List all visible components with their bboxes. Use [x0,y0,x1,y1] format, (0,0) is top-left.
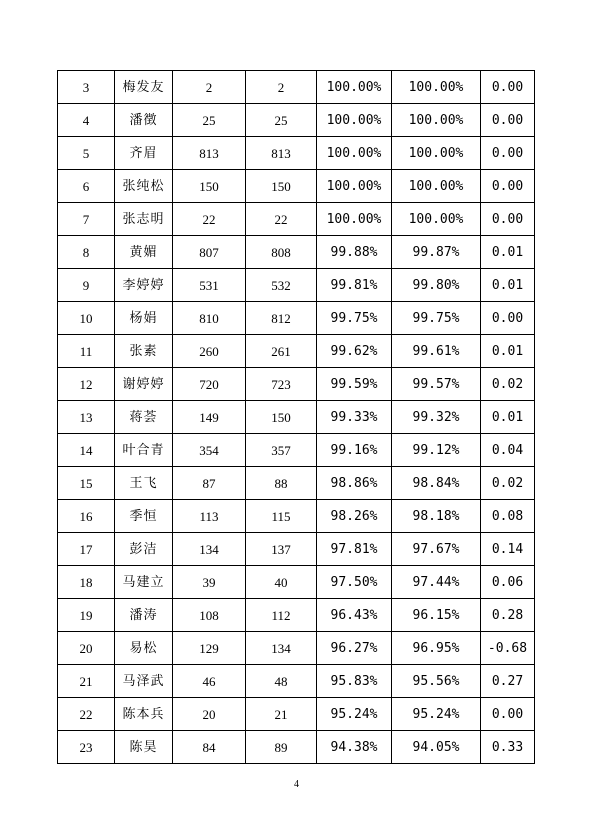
percent-b-cell: 94.05% [392,731,481,764]
rank-cell: 20 [58,632,115,665]
percent-b-cell: 98.84% [392,467,481,500]
value-b-cell: 150 [246,170,317,203]
value-a-cell: 260 [173,335,246,368]
percent-a-cell: 99.59% [317,368,392,401]
rank-cell: 14 [58,434,115,467]
value-a-cell: 720 [173,368,246,401]
value-a-cell: 807 [173,236,246,269]
table-row [58,566,535,599]
value-a-cell: 810 [173,302,246,335]
percent-a-cell: 99.81% [317,269,392,302]
percent-a-cell: 100.00% [317,71,392,104]
percent-b-cell: 100.00% [392,170,481,203]
table-row [58,236,535,269]
rank-cell: 15 [58,467,115,500]
percent-b-cell: 98.18% [392,500,481,533]
percent-a-cell: 96.27% [317,632,392,665]
name-cell: 易松 [115,632,173,665]
percent-a-cell: 96.43% [317,599,392,632]
percent-b-cell: 95.56% [392,665,481,698]
value-b-cell: 21 [246,698,317,731]
table-row [58,434,535,467]
percent-a-cell: 100.00% [317,170,392,203]
percent-b-cell: 100.00% [392,203,481,236]
value-a-cell: 113 [173,500,246,533]
value-b-cell: 40 [246,566,317,599]
table-row [58,302,535,335]
rank-cell: 19 [58,599,115,632]
difference-cell: 0.00 [481,71,535,104]
percent-b-cell: 99.87% [392,236,481,269]
table-row [58,698,535,731]
difference-cell: 0.04 [481,434,535,467]
value-b-cell: 88 [246,467,317,500]
table-row [58,137,535,170]
name-cell: 张素 [115,335,173,368]
value-a-cell: 354 [173,434,246,467]
value-b-cell: 25 [246,104,317,137]
table-row [58,632,535,665]
value-b-cell: 112 [246,599,317,632]
percent-b-cell: 99.80% [392,269,481,302]
percent-b-cell: 97.67% [392,533,481,566]
percent-b-cell: 96.15% [392,599,481,632]
name-cell: 王飞 [115,467,173,500]
table-row [58,71,535,104]
value-a-cell: 46 [173,665,246,698]
percent-b-cell: 99.75% [392,302,481,335]
percent-a-cell: 97.50% [317,566,392,599]
difference-cell: 0.00 [481,104,535,137]
difference-cell: 0.01 [481,401,535,434]
percent-a-cell: 100.00% [317,203,392,236]
rank-cell: 22 [58,698,115,731]
difference-cell: 0.02 [481,467,535,500]
table-row [58,335,535,368]
value-a-cell: 2 [173,71,246,104]
difference-cell: -0.68 [481,632,535,665]
value-b-cell: 22 [246,203,317,236]
value-b-cell: 532 [246,269,317,302]
difference-cell: 0.27 [481,665,535,698]
difference-cell: 0.33 [481,731,535,764]
percent-a-cell: 100.00% [317,104,392,137]
name-cell: 李婷婷 [115,269,173,302]
value-b-cell: 261 [246,335,317,368]
rank-cell: 7 [58,203,115,236]
value-b-cell: 150 [246,401,317,434]
rank-cell: 10 [58,302,115,335]
difference-cell: 0.01 [481,335,535,368]
name-cell: 潘涛 [115,599,173,632]
rank-cell: 17 [58,533,115,566]
name-cell: 马建立 [115,566,173,599]
difference-cell: 0.00 [481,698,535,731]
percent-a-cell: 99.16% [317,434,392,467]
name-cell: 陈本兵 [115,698,173,731]
percent-a-cell: 99.33% [317,401,392,434]
value-a-cell: 134 [173,533,246,566]
table-row [58,203,535,236]
table-row [58,665,535,698]
rank-cell: 11 [58,335,115,368]
percent-a-cell: 98.26% [317,500,392,533]
value-b-cell: 808 [246,236,317,269]
value-a-cell: 39 [173,566,246,599]
percent-b-cell: 95.24% [392,698,481,731]
difference-cell: 0.02 [481,368,535,401]
rank-cell: 5 [58,137,115,170]
ranking-table [57,70,535,764]
value-a-cell: 84 [173,731,246,764]
percent-b-cell: 96.95% [392,632,481,665]
rank-cell: 12 [58,368,115,401]
rank-cell: 21 [58,665,115,698]
value-b-cell: 48 [246,665,317,698]
value-b-cell: 137 [246,533,317,566]
value-b-cell: 134 [246,632,317,665]
value-a-cell: 150 [173,170,246,203]
table-row [58,467,535,500]
value-b-cell: 813 [246,137,317,170]
table-row [58,731,535,764]
rank-cell: 3 [58,71,115,104]
value-b-cell: 812 [246,302,317,335]
percent-b-cell: 97.44% [392,566,481,599]
value-a-cell: 20 [173,698,246,731]
percent-b-cell: 100.00% [392,137,481,170]
value-b-cell: 357 [246,434,317,467]
percent-b-cell: 100.00% [392,104,481,137]
value-b-cell: 2 [246,71,317,104]
rank-cell: 16 [58,500,115,533]
table-row [58,104,535,137]
value-a-cell: 87 [173,467,246,500]
table-row [58,533,535,566]
value-a-cell: 108 [173,599,246,632]
difference-cell: 0.08 [481,500,535,533]
percent-a-cell: 95.83% [317,665,392,698]
name-cell: 叶合青 [115,434,173,467]
name-cell: 齐眉 [115,137,173,170]
rank-cell: 18 [58,566,115,599]
difference-cell: 0.01 [481,236,535,269]
name-cell: 季恒 [115,500,173,533]
percent-b-cell: 99.57% [392,368,481,401]
name-cell: 马泽武 [115,665,173,698]
name-cell: 潘徴 [115,104,173,137]
name-cell: 张纯松 [115,170,173,203]
percent-a-cell: 95.24% [317,698,392,731]
name-cell: 杨娟 [115,302,173,335]
table-row [58,170,535,203]
table-row [58,500,535,533]
table-row [58,401,535,434]
name-cell: 黄媚 [115,236,173,269]
table-row [58,269,535,302]
rank-cell: 13 [58,401,115,434]
name-cell: 蒋荟 [115,401,173,434]
difference-cell: 0.28 [481,599,535,632]
percent-a-cell: 99.62% [317,335,392,368]
percent-a-cell: 98.86% [317,467,392,500]
name-cell: 陈昊 [115,731,173,764]
percent-b-cell: 99.12% [392,434,481,467]
rank-cell: 23 [58,731,115,764]
value-a-cell: 813 [173,137,246,170]
percent-b-cell: 100.00% [392,71,481,104]
name-cell: 梅发友 [115,71,173,104]
difference-cell: 0.00 [481,137,535,170]
value-b-cell: 723 [246,368,317,401]
difference-cell: 0.14 [481,533,535,566]
difference-cell: 0.00 [481,302,535,335]
percent-a-cell: 99.75% [317,302,392,335]
value-a-cell: 22 [173,203,246,236]
rank-cell: 6 [58,170,115,203]
page-number: 4 [294,779,299,790]
value-a-cell: 25 [173,104,246,137]
rank-cell: 8 [58,236,115,269]
name-cell: 张志明 [115,203,173,236]
value-a-cell: 531 [173,269,246,302]
rank-cell: 9 [58,269,115,302]
table-body [58,71,535,764]
difference-cell: 0.06 [481,566,535,599]
table-row [58,368,535,401]
difference-cell: 0.01 [481,269,535,302]
percent-b-cell: 99.32% [392,401,481,434]
value-b-cell: 89 [246,731,317,764]
percent-a-cell: 100.00% [317,137,392,170]
value-a-cell: 129 [173,632,246,665]
value-a-cell: 149 [173,401,246,434]
name-cell: 彭洁 [115,533,173,566]
percent-b-cell: 99.61% [392,335,481,368]
percent-a-cell: 94.38% [317,731,392,764]
percent-a-cell: 97.81% [317,533,392,566]
percent-a-cell: 99.88% [317,236,392,269]
difference-cell: 0.00 [481,203,535,236]
value-b-cell: 115 [246,500,317,533]
difference-cell: 0.00 [481,170,535,203]
name-cell: 谢婷婷 [115,368,173,401]
rank-cell: 4 [58,104,115,137]
table-row [58,599,535,632]
